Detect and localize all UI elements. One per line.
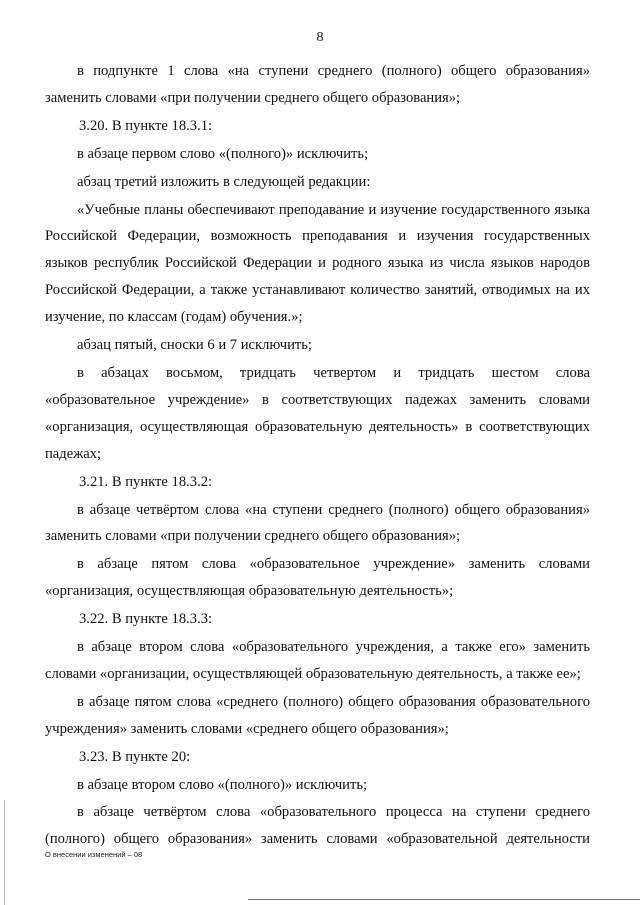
paragraph-16: в абзаце четвёртом слова «образовательного процесса на ступени среднего (полного) общего образования» заменить словами «образовательной деятельности [45, 804, 590, 848]
paragraph-10: в абзаце пятом слова «образовательное учреждение» заменить словами «организация, осуществляющая образовательную деятельность»; [45, 556, 590, 600]
paragraph-1: в подпункте 1 слова «на ступени среднего (полного) общего образования» заменить словами «при получении среднего общего образования»; [45, 63, 590, 106]
paragraph-5: «Учебные планы обеспечивают преподавание и изучение государственного языка Российской Федерации, возможность преподавания и изучения государственных языков республик Российской Федерации и родного языка из числа языков народов Российской Федерации, а также устанавливают количество занятий, отводимых на их изучение, по классам (годам) обучения.»; [45, 201, 590, 326]
paragraph-13: в абзаце пятом слова «среднего (полного) общего образования образовательного учреждения» заменить словами «среднего общего образования»; [45, 693, 590, 737]
section-heading-3-22: 3.22. В пункте 18.3.3: [79, 611, 213, 628]
scan-edge-divider [4, 800, 5, 905]
paragraph-12: в абзаце втором слова «образовательного учреждения, а также его» заменить словами «организации, осуществляющей образовательную деятельность, а также ее»; [45, 639, 590, 682]
paragraph-6: абзац пятый, сноски 6 и 7 исключить; [77, 337, 312, 354]
section-heading-3-20: 3.20. В пункте 18.3.1: [79, 117, 213, 134]
paragraph-9: в абзаце четвёртом слова «на ступени среднего (полного) общего образования» заменить словами «при получении среднего общего образования»; [45, 501, 590, 545]
document-body [45, 58, 590, 854]
paragraph-15: в абзаце втором слово «(полного)» исключить; [77, 776, 368, 793]
paragraph-3: в абзаце первом слово «(полного)» исключить; [77, 145, 369, 162]
paragraph-4: абзац третий изложить в следующей редакции: [77, 173, 371, 190]
section-heading-3-23: 3.23. В пункте 20: [79, 748, 191, 765]
page-number: 8 [316, 30, 324, 45]
footer-note: О внесении изменений – 08 [45, 850, 143, 859]
bottom-divider [248, 899, 640, 900]
section-heading-3-21: 3.21. В пункте 18.3.2: [79, 473, 213, 490]
paragraph-7: в абзацах восьмом, тридцать четвертом и тридцать шестом слова «образовательное учреждение» в соответствующих падежах заменить словами «организация, осуществляющая образовательную деятельность» в соответствующих падежах; [45, 364, 590, 462]
